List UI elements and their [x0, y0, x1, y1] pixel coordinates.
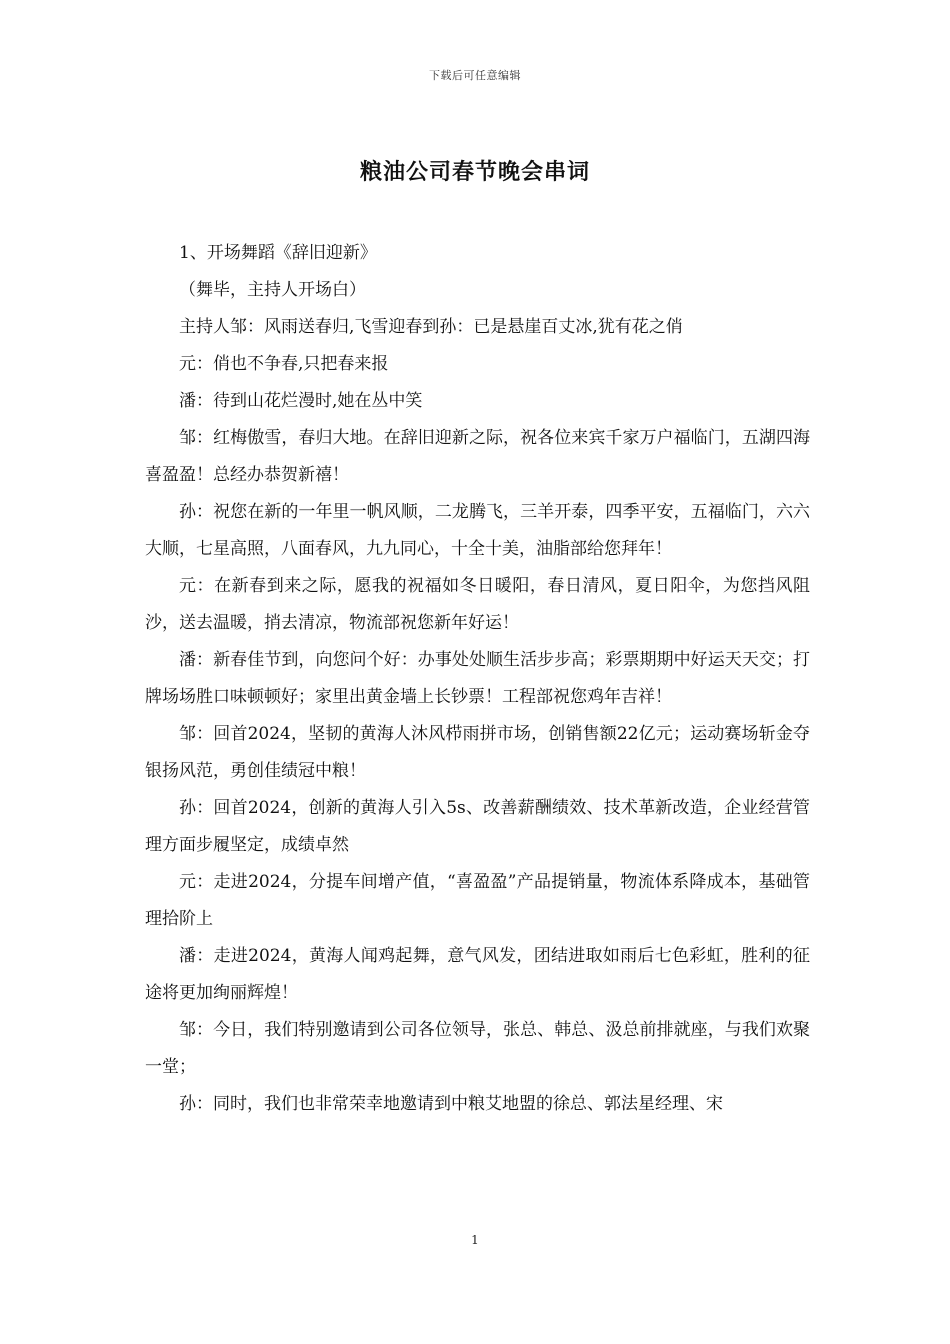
document-body: [145, 235, 810, 1123]
paragraph-zou-guests: 邹：今日，我们特别邀请到公司各位领导，张总、韩总、汲总前排就座，与我们欢聚一堂；: [145, 1020, 810, 1077]
document-title: 粮油公司春节晚会串词: [359, 159, 590, 185]
paragraph-yuan-greeting: 元：在新春到来之际，愿我的祝福如冬日暖阳，春日清风，夏日阳伞，为您挡风阻沙，送去温暖，捎去清凉，物流部祝您新年好运！: [145, 576, 810, 633]
paragraph-sun-guests: 孙：同时，我们也非常荣幸地邀请到中粮艾地盟的徐总、郭法星经理、宋: [179, 1094, 723, 1114]
page-number: 1: [471, 1233, 479, 1247]
paragraph-host-zou-sun: 主持人邹：风雨送春归,飞雪迎春到孙：已是悬崖百丈冰,犹有花之俏: [179, 317, 683, 337]
page-header-note: 下载后可任意编辑: [429, 69, 521, 82]
paragraph-pan-greeting: 潘：新春佳节到，向您问个好：办事处处顺生活步步高；彩票期期中好运天天交；打牌场场胜口味顿顿好；家里出黄金墙上长钞票！工程部祝您鸡年吉祥！: [145, 650, 810, 707]
paragraph-sun-review: 孙：回首2024，创新的黄海人引入5s、改善薪酬绩效、技术革新改造，企业经营管理方面步履坚定，成绩卓然: [145, 798, 810, 855]
paragraph-opening-dance: 1、开场舞蹈《辞旧迎新》: [179, 243, 377, 263]
paragraph-zou-greeting: 邹：红梅傲雪，春归大地。在辞旧迎新之际，祝各位来宾千家万户福临门，五湖四海喜盈盈！总经办恭贺新禧！: [145, 428, 810, 485]
paragraph-zou-review: 邹：回首2024，坚韧的黄海人沐风栉雨拼市场，创销售额22亿元；运动赛场斩金夺银扬风范，勇创佳绩冠中粮！: [145, 724, 810, 781]
paragraph-yuan-outlook: 元：走进2024，分提车间增产值，“喜盈盈”产品提销量，物流体系降成本，基础管理拾阶上: [145, 872, 810, 929]
paragraph-stage-direction: （舞毕，主持人开场白）: [179, 280, 366, 300]
paragraph-pan-outlook: 潘：走进2024，黄海人闻鸡起舞，意气风发，团结进取如雨后七色彩虹，胜利的征途将更加绚丽辉煌！: [145, 946, 810, 1003]
paragraph-host-yuan: 元：俏也不争春,只把春来报: [179, 354, 389, 374]
paragraph-host-pan: 潘：待到山花烂漫时,她在丛中笑: [179, 391, 423, 411]
paragraph-sun-greeting: 孙：祝您在新的一年里一帆风顺，二龙腾飞，三羊开泰，四季平安，五福临门，六六大顺，七星高照，八面春风，九九同心，十全十美，油脂部给您拜年！: [145, 502, 810, 559]
